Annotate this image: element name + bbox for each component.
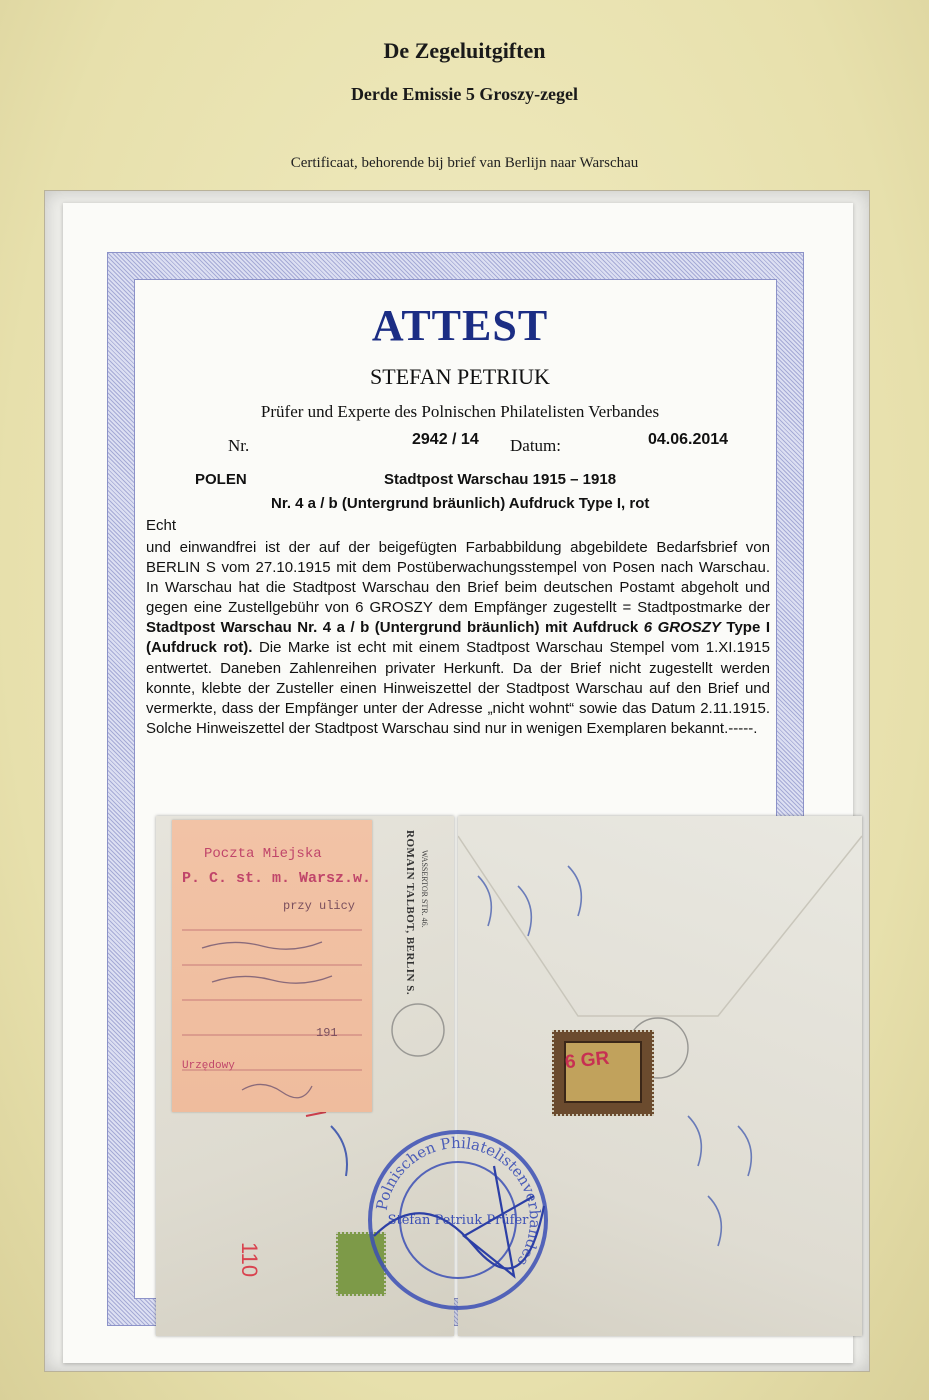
- label-line-3: przy ulicy: [283, 899, 356, 913]
- country: POLEN: [195, 471, 247, 488]
- certificate-number: 2942 / 14: [412, 431, 479, 448]
- sender-imprint: ROMAIN TALBOT, BERLIN S.: [404, 830, 416, 996]
- expert-seal: [364, 1126, 552, 1314]
- page-caption: Certificaat, behorende bij brief van Berlijn naar Warschau: [290, 155, 639, 171]
- examiner-role: Prüfer und Experte des Polnischen Philatelisten Verbandes: [260, 402, 660, 421]
- red-manuscript-number: 110: [237, 1242, 262, 1278]
- seal-center-text: Stefan Petriuk Prüfer: [387, 1213, 529, 1228]
- label-line-2: P. C. st. m. Warsz.w.: [182, 870, 372, 887]
- issue-title: Stadtpost Warschau 1915 – 1918: [384, 471, 617, 488]
- certificate-heading: ATTEST: [371, 301, 549, 350]
- certificate-number-label: Nr.: [228, 436, 250, 455]
- body-part-3: 6 GROSZY: [643, 619, 721, 637]
- certificate-date-label: Datum:: [510, 436, 561, 455]
- examiner-name: STEFAN PETRIUK: [370, 364, 550, 389]
- body-part-5: Die Marke ist echt mit einem Stadtpost Warschau Stempel vom 1.XI.1915 entwertet. Daneben Zahlenreihen privater Herkunft. Da der Brief nicht zugestellt werden konnte, klebte der Zusteller einen Hinweiszettel der Stadtpost Warschau auf den Brief und vermerkte, dass der Empfänger unter der Adresse „nicht wohnt“ sowie das Datum 2.11.1915. Solche Hinweiszettel der Stadtpost Warschau sind nur in wenigen Exemplaren bekannt.-----.: [146, 639, 770, 737]
- body-part-2: Stadtpost Warschau Nr. 4 a / b (Untergrund bräunlich) mit Aufdruck: [146, 619, 644, 637]
- seal-ring-text: Polnischen Philatelistenverbandes: [372, 1133, 545, 1270]
- certificate-date: 04.06.2014: [648, 431, 729, 448]
- label-line-5: Urzędowy: [182, 1060, 235, 1072]
- body-part-1: und einwandfrei ist der auf der beigefügten Farbabbildung abgebildete Bedarfsbrief von BERLIN S vom 27.10.1915 mit dem Postüberwachungsstempel von Posen nach Warschau. In Warschau hat die Stadtpost Warschau den Brief beim deutschen Postamt abgeholt und gegen eine Zustellgebühr von 6 GROSZY dem Empfänger zugestellt = Stadtpostmarke der: [146, 539, 770, 617]
- label-line-1: Poczta Miejska: [204, 846, 322, 862]
- body-part-4: Type I (Aufdruck rot).: [146, 619, 770, 657]
- issue-detail: Nr. 4 a / b (Untergrund bräunlich) Aufdruck Type I, rot: [271, 495, 650, 512]
- stamp-overprint: 6 GR: [563, 1047, 611, 1074]
- label-line-4: 191: [316, 1026, 338, 1040]
- certificate-body: [146, 538, 770, 739]
- sender-street: WASSERTOR STR. 46.: [420, 850, 429, 928]
- page-title: De Zegeluitgiften: [383, 38, 546, 63]
- verdict-word: Echt: [146, 517, 177, 534]
- page-subtitle: Derde Emissie 5 Groszy-zegel: [350, 84, 579, 104]
